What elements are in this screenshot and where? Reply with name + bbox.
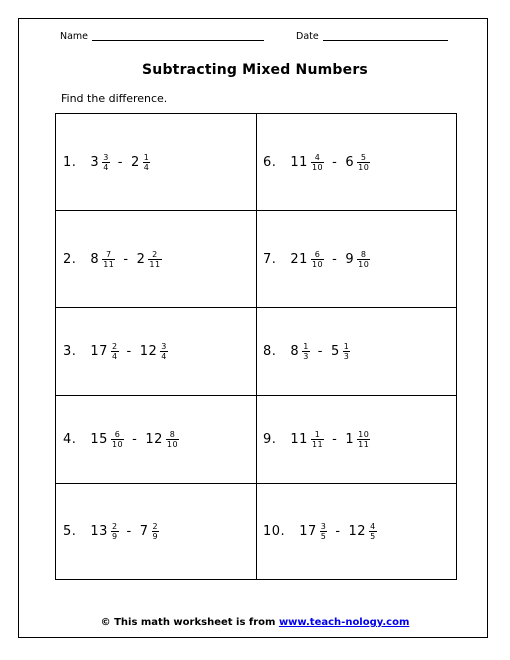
problem-cell [56, 211, 257, 308]
minuend-whole: 11 [290, 432, 308, 447]
minuend-fraction [311, 250, 324, 269]
problem-number: 2. [63, 251, 77, 267]
fraction-numerator: 10 [358, 430, 370, 439]
fraction-numerator: 8 [169, 430, 176, 439]
minus-sign: - [132, 432, 138, 447]
minus-sign: - [126, 524, 132, 539]
date-label: Date [296, 31, 319, 42]
minus-sign: - [332, 154, 338, 170]
subtrahend-fraction [357, 430, 370, 449]
subtrahend-whole: 6 [345, 154, 355, 170]
subtrahend-whole: 5 [330, 344, 340, 359]
minus-sign: - [332, 251, 338, 267]
problem-number: 3. [63, 344, 77, 359]
minuend-fraction [102, 153, 110, 172]
footer-text: © This math worksheet is from [100, 617, 276, 628]
minus-sign: - [123, 251, 129, 267]
fraction-numerator: 5 [360, 152, 367, 162]
instructions: Find the difference. [61, 92, 168, 105]
fraction-denominator: 10 [111, 440, 124, 449]
minuend-fraction [111, 522, 119, 541]
minuend-whole: 3 [90, 154, 100, 170]
minuend-whole: 8 [90, 251, 100, 267]
fraction-numerator: 4 [314, 152, 321, 162]
subtrahend-fraction [143, 153, 151, 172]
subtrahend-fraction [166, 430, 179, 449]
problem-cell [56, 114, 257, 211]
subtrahend-whole: 7 [139, 524, 149, 539]
minus-sign: - [126, 344, 132, 359]
fraction-denominator: 9 [111, 532, 118, 541]
worksheet-title: Subtracting Mixed Numbers [142, 62, 368, 78]
minus-sign: - [335, 524, 341, 539]
subtrahend-fraction [369, 522, 377, 541]
minuend-whole: 15 [90, 432, 108, 447]
problem-cell [257, 114, 456, 211]
fraction-denominator: 10 [358, 259, 370, 269]
subtrahend-whole: 2 [136, 251, 146, 267]
fraction-denominator: 11 [311, 440, 324, 449]
minuend-fraction [102, 250, 115, 269]
problem-cell [257, 308, 456, 396]
subtrahend-fraction [152, 522, 160, 541]
minuend-whole: 21 [290, 251, 308, 267]
subtrahend-whole: 9 [345, 251, 355, 267]
fraction-numerator: 2 [111, 342, 118, 351]
problem-cell [257, 484, 456, 579]
problem-number: 9. [263, 432, 277, 447]
date-field [296, 31, 448, 42]
fraction-numerator: 3 [161, 342, 167, 351]
problem-number: 6. [263, 154, 277, 170]
problem-cell [56, 396, 257, 484]
fraction-denominator: 11 [358, 440, 370, 449]
minus-sign: - [317, 344, 323, 359]
name-label: Name [60, 31, 89, 42]
fraction-denominator: 3 [343, 352, 350, 361]
minus-sign: - [332, 432, 338, 447]
footer-link[interactable]: www.teach-nology.com [278, 617, 410, 628]
fraction-denominator: 4 [111, 352, 118, 361]
problem-number: 5. [63, 524, 77, 539]
fraction-numerator: 1 [303, 342, 309, 351]
problem-cell [56, 484, 257, 579]
fraction-denominator: 11 [103, 259, 115, 269]
minuend-fraction [111, 342, 119, 361]
subtrahend-whole: 12 [348, 524, 367, 539]
fraction-numerator: 6 [114, 430, 121, 439]
fraction-numerator: 8 [360, 249, 367, 259]
footer [0, 617, 510, 628]
minuend-fraction [311, 153, 324, 172]
fraction-denominator: 10 [166, 440, 179, 449]
subtrahend-whole: 1 [345, 432, 355, 447]
subtrahend-fraction [160, 342, 168, 361]
name-blank-line [92, 31, 264, 41]
problem-cell [257, 396, 456, 484]
subtrahend-whole: 12 [145, 432, 163, 447]
fraction-numerator: 3 [320, 522, 327, 531]
minuend-fraction [111, 430, 124, 449]
subtrahend-whole: 2 [130, 154, 140, 170]
fraction-denominator: 4 [161, 352, 167, 361]
minuend-whole: 11 [290, 154, 308, 170]
problem-number: 1. [63, 154, 77, 170]
fraction-numerator: 1 [343, 342, 350, 351]
name-field [60, 31, 264, 42]
minuend-fraction [320, 522, 328, 541]
fraction-numerator: 2 [152, 522, 159, 531]
minuend-fraction [311, 430, 324, 449]
fraction-denominator: 3 [303, 352, 309, 361]
subtrahend-fraction [357, 153, 370, 172]
date-blank-line [323, 31, 448, 41]
fraction-denominator: 9 [152, 532, 159, 541]
fraction-denominator: 4 [143, 162, 150, 172]
fraction-denominator: 5 [370, 532, 376, 541]
fraction-denominator: 11 [149, 259, 161, 269]
minuend-fraction [302, 342, 310, 361]
minuend-whole: 13 [90, 524, 108, 539]
fraction-numerator: 4 [370, 522, 376, 531]
fraction-denominator: 10 [311, 259, 324, 269]
subtrahend-fraction [357, 250, 370, 269]
problem-number: 8. [263, 344, 277, 359]
fraction-denominator: 10 [358, 162, 370, 172]
fraction-numerator: 6 [314, 249, 321, 259]
subtrahend-fraction [343, 342, 351, 361]
minuend-whole: 8 [290, 344, 300, 359]
problem-cell [257, 211, 456, 308]
problem-cell [56, 308, 257, 396]
problem-number: 7. [263, 251, 277, 267]
fraction-denominator: 5 [320, 532, 327, 541]
minuend-whole: 17 [90, 344, 108, 359]
fraction-denominator: 4 [103, 162, 109, 172]
problem-grid [55, 113, 457, 580]
problem-number: 10. [263, 524, 286, 539]
fraction-numerator: 2 [111, 522, 118, 531]
fraction-numerator: 1 [143, 152, 150, 162]
fraction-numerator: 2 [152, 249, 158, 259]
minus-sign: - [117, 154, 123, 170]
subtrahend-whole: 12 [139, 344, 158, 359]
subtrahend-fraction [148, 250, 161, 269]
fraction-numerator: 7 [105, 249, 112, 259]
problem-number: 4. [63, 432, 77, 447]
fraction-numerator: 3 [103, 152, 109, 162]
minuend-whole: 17 [299, 524, 317, 539]
fraction-denominator: 10 [311, 162, 324, 172]
fraction-numerator: 1 [314, 430, 321, 439]
